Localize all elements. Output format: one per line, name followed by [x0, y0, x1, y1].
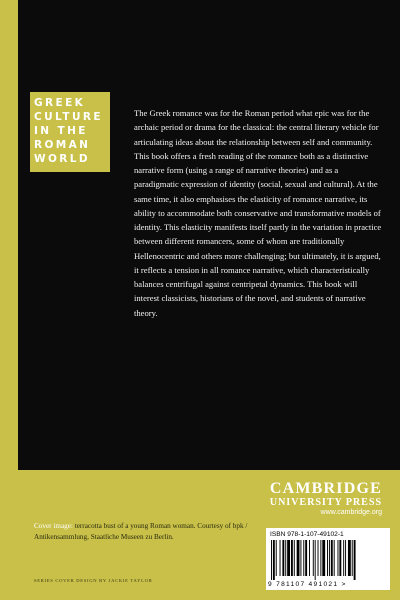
barcode	[270, 540, 384, 580]
series-logo-line: WORLD	[34, 153, 90, 165]
publisher-name: CAMBRIDGE	[269, 480, 382, 497]
book-blurb: The Greek romance was for the Roman period what epic was for the archaic period or drama for the classical: the central literary vehicle for articulating ideas about the relationship between self and community. This book offers a fresh reading of the romance both as a distinctive narrative form (using a range of narrative theories) and as a paradigmatic expression of identity (social, sexual and cultural). At the same time, it also emphasises the elasticity of romance narrative, its ability to accommodate both conservative and transformative models of identity. This elasticity manifests itself partly in the variation in practice between different romancers, some of whom are traditionally Hellenocentric and others more challenging; but ultimately, it is argued, it reflects a tension in all romance narrative, which characteristically balances centrifugal against centripetal dynamics. This book will interest classicists, historians of the novel, and students of narrative theory.	[134, 108, 382, 318]
series-logo-line: GREEK	[34, 97, 86, 109]
barcode-digits: 9 781107 491021 >	[268, 581, 347, 588]
series-design-credit: SERIES COVER DESIGN BY JACKIE TAYLOR	[34, 578, 153, 583]
series-logo	[34, 96, 106, 166]
series-logo-line: CULTURE	[34, 111, 103, 123]
cover-image-label: Cover image:	[34, 522, 73, 530]
publisher-name-sub: UNIVERSITY PRESS	[269, 497, 382, 508]
cover-image-credit	[34, 521, 259, 542]
publisher-url: www.cambridge.org	[320, 509, 382, 516]
isbn-label: ISBN 978-1-107-49102-1	[270, 531, 344, 538]
publisher-block	[252, 480, 382, 518]
series-logo-line: IN THE	[34, 125, 88, 137]
cover-image-text: terracotta bust of a young Roman woman. Courtesy of bpk / Antikensammlung, Staatliche Museen zu Berlin.	[34, 522, 248, 541]
series-logo-line: ROMAN	[34, 139, 91, 151]
